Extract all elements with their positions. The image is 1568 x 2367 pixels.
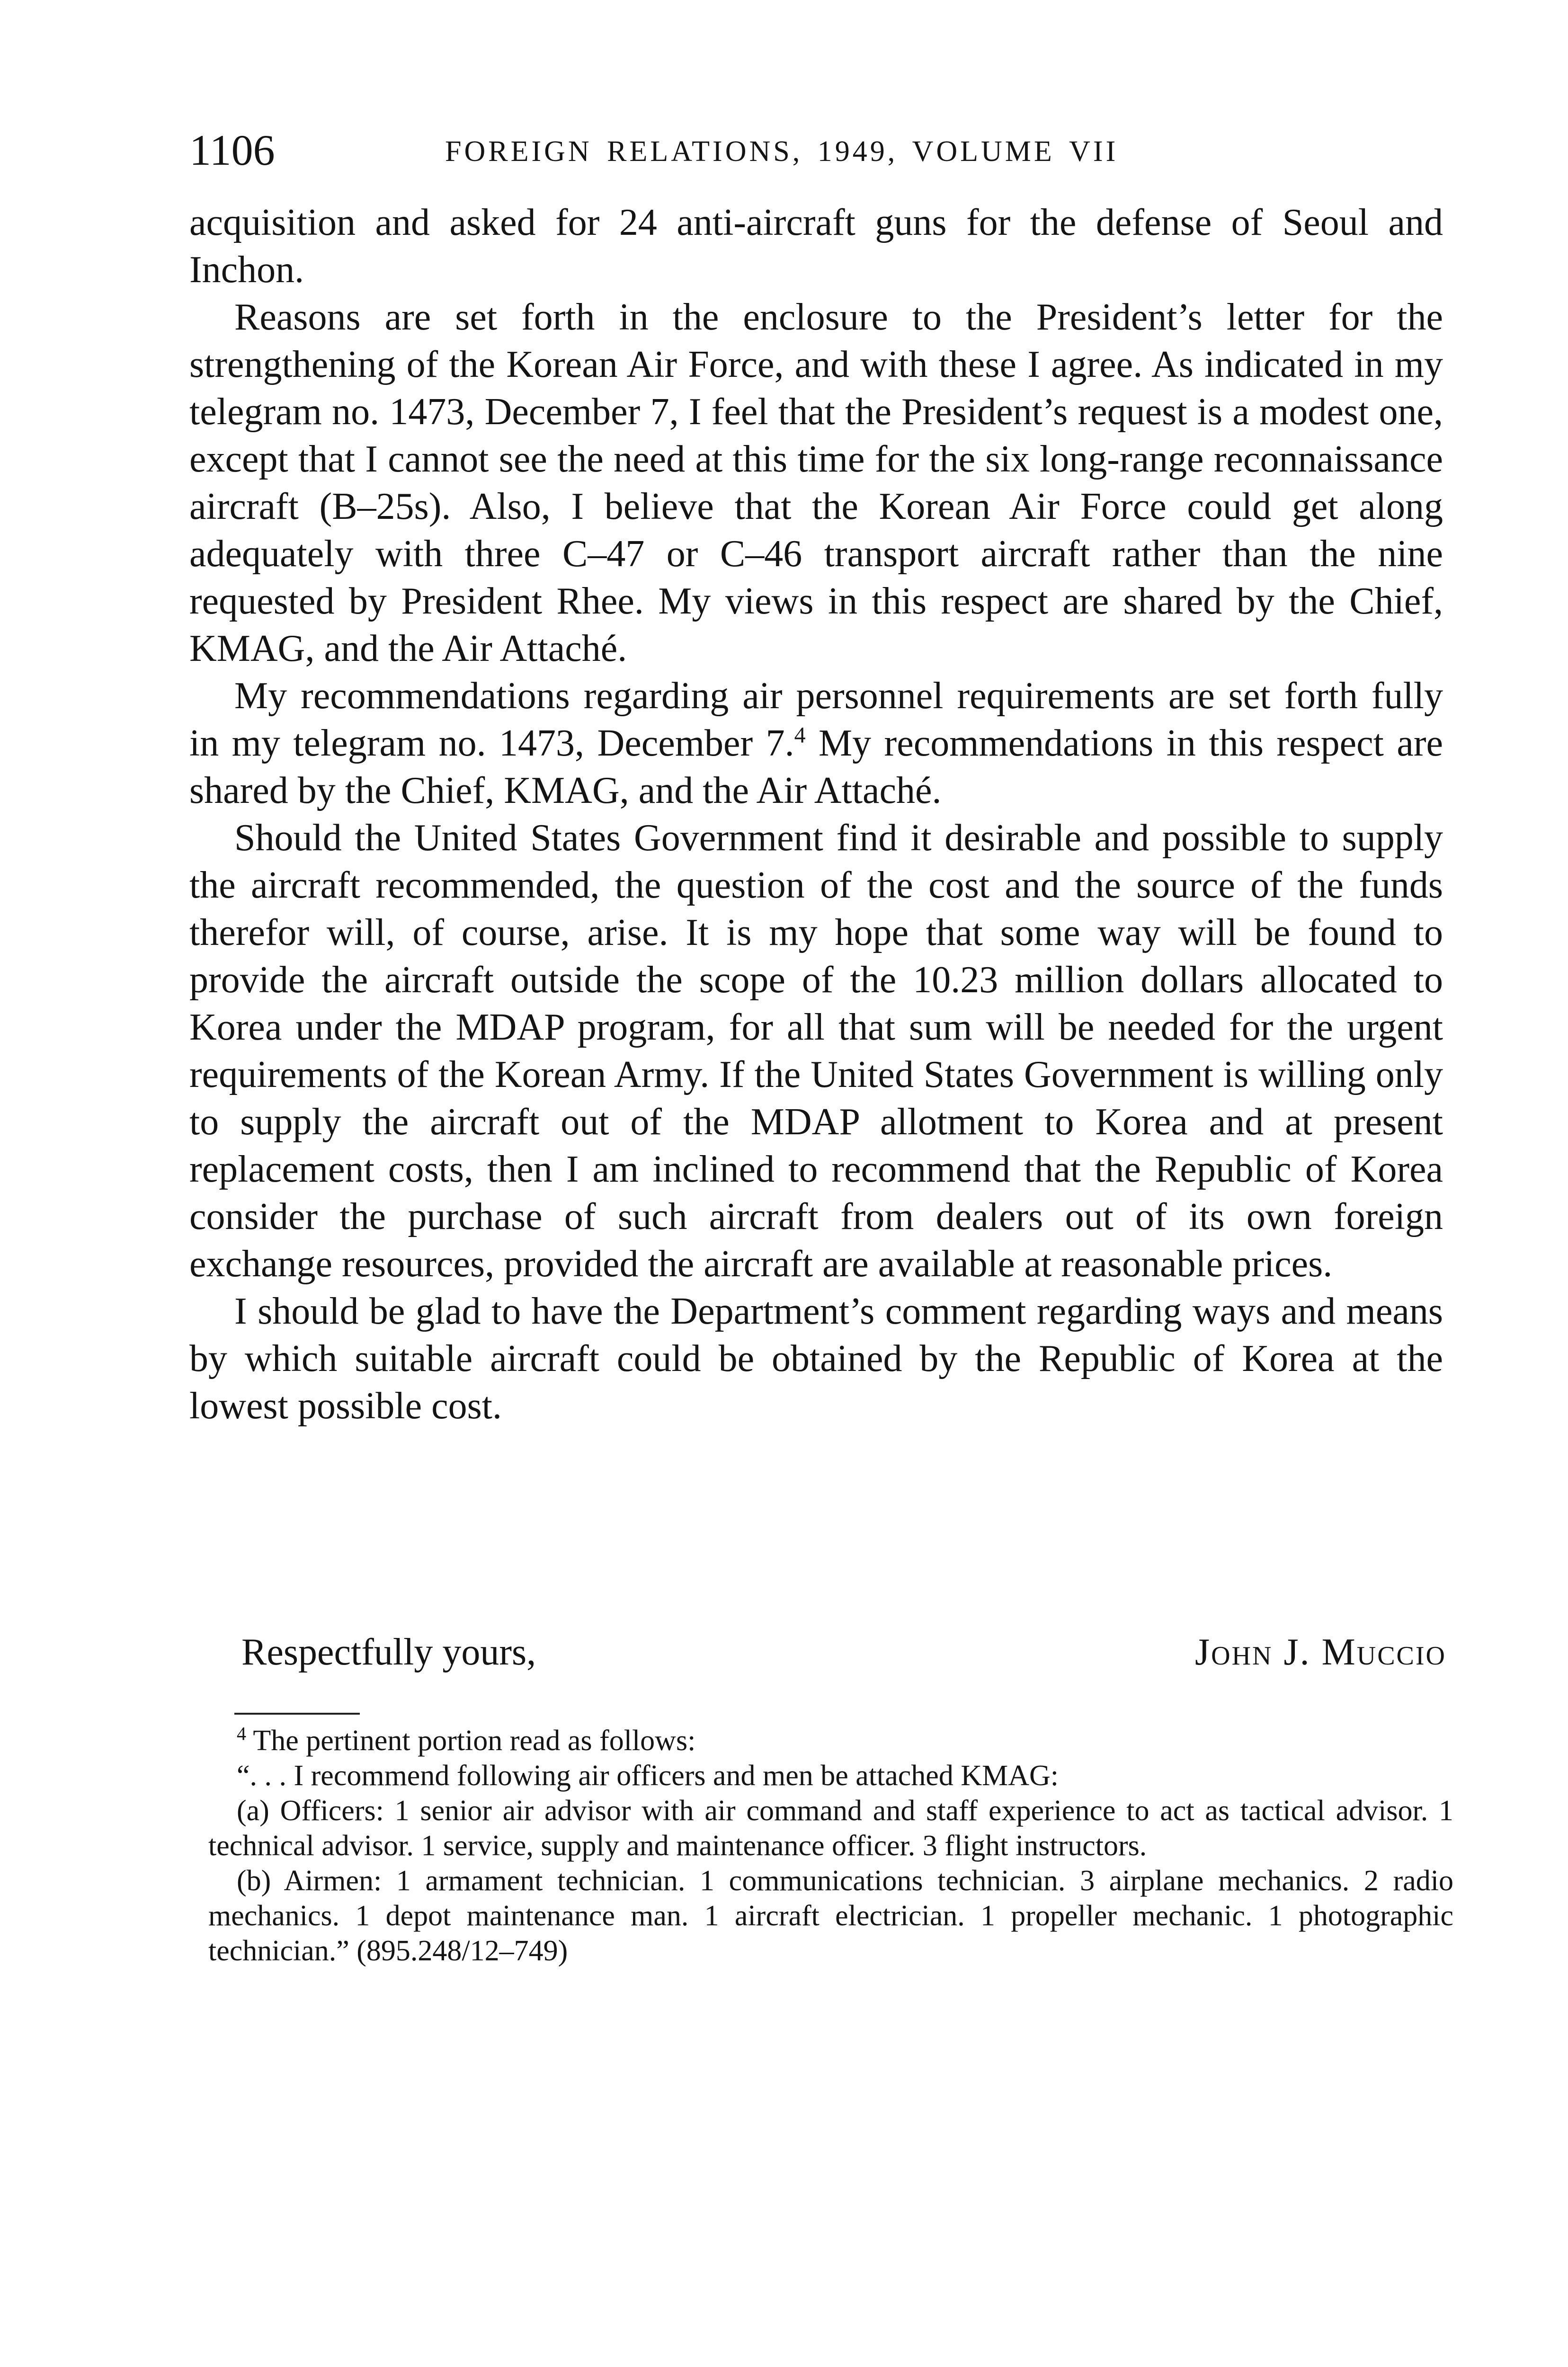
footnotes — [208, 1723, 1453, 1968]
paragraph-3 — [189, 672, 1443, 814]
footnote-intro — [208, 1723, 1453, 1758]
footnote-reference: 4 — [794, 722, 806, 748]
running-head: FOREIGN RELATIONS, 1949, VOLUME VII — [445, 135, 1119, 168]
footnote-item-a: (a) Officers: 1 senior air advisor with air command and staff experience to act as tactical advisor. 1 technical advisor. 1 service, supply and maintenance officer. 3 flight instructors. — [208, 1795, 1453, 1862]
paragraph-3-text: My recommendations regarding air personnel requirements are set forth fully in my telegram no. 1473, December 7. — [189, 675, 1443, 764]
page-header — [189, 124, 1453, 176]
footnote-marker: 4 — [237, 1723, 246, 1744]
letter-closing — [234, 1628, 1446, 1681]
page-number: 1106 — [189, 126, 275, 174]
footnote-intro-text: The pertinent portion read as follows: — [253, 1725, 696, 1757]
footnote-quote-open: “. . . I recommend following air officers and men be attached KMAG: — [237, 1760, 1059, 1792]
valediction: Respectfully yours, — [241, 1631, 536, 1673]
signature: John J. Muccio — [1195, 1631, 1446, 1673]
paragraph-4: Should the United States Government find it desirable and possible to supply the aircraft recommended, the question of the cost and the source of the funds therefor will, of course, arise. It is my hope that some way will be found to provide the aircraft outside the scope of the 10.23 million dollars allocated to Korea under the MDAP program, for all that sum will be needed for the urgent requirements of the Korean Army. If the United States Government is willing only to supply the aircraft out of the MDAP allotment to Korea and at present replacement costs, then I am inclined to recommend that the Republic of Korea consider the purchase of such aircraft from dealers out of its own foreign exchange resources, provided the aircraft are available at reasonable prices. — [189, 817, 1443, 1285]
paragraph-2: Reasons are set forth in the enclosure to the President’s letter for the strengthening of the Korean Air Force, and with these I agree. As indicated in my telegram no. 1473, December 7, I feel that the President’s request is a modest one, except that I cannot see the need at this time for the six long-range reconnaissance aircraft (B–25s). Also, I believe that the Korean Air Force could get along adequately with three C–47 or C–46 transport aircraft rather than the nine requested by President Rhee. My views in this respect are shared by the Chief, KMAG, and the Air Attaché. — [189, 296, 1443, 669]
paragraph-1: acquisition and asked for 24 anti-aircraft guns for the defense of Seoul and Inchon. — [189, 202, 1443, 291]
paragraph-3-text-end: My recommendations in this respect are shared by the Chief, KMAG, and the Air Attaché. — [189, 722, 1443, 811]
paragraph-5: I should be glad to have the Department’s comment regarding ways and means by which suitable aircraft could be obtained by the Republic of Korea at the lowest possible cost. — [189, 1290, 1443, 1427]
footnote-item-b: (b) Airmen: 1 armament technician. 1 communications technician. 3 airplane mechanics. 2 radio mechanics. 1 depot maintenance man. 1 aircraft electrician. 1 propeller mechanic. 1 photographic technician.” (895.248/12–749) — [208, 1865, 1453, 1967]
footnote-divider — [234, 1713, 360, 1715]
letter-body — [189, 199, 1443, 1430]
